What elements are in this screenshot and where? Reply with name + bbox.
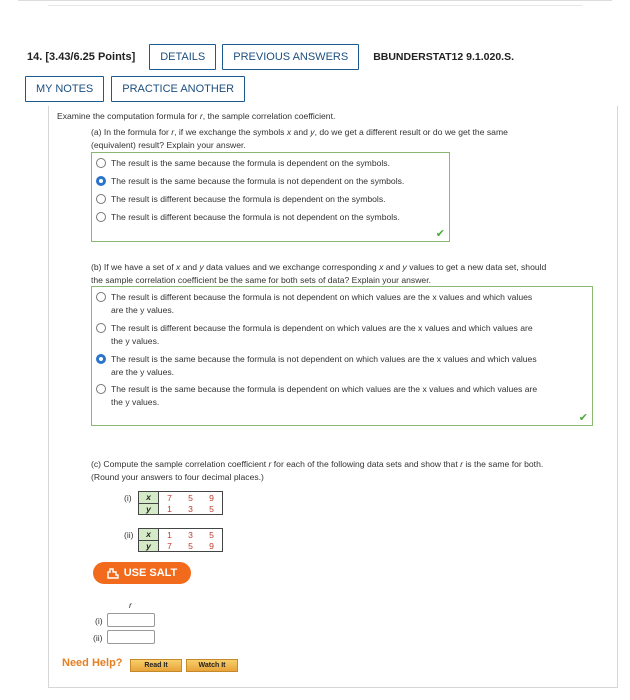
use-salt-label: USE SALT [123,567,178,579]
table-cell: 1 [167,503,172,514]
table-cell: 5 [209,529,214,540]
x-header: x [139,529,159,541]
table-cell: 3 [188,503,193,514]
table-cell: 7 [167,540,172,551]
part-b-option-1[interactable]: The result is different because the formula is not dependent on which values are the x values and which values are the y values. [96,291,532,316]
r-answer-ii-input[interactable] [107,630,155,644]
radio-button-selected[interactable] [96,176,106,186]
top-divider-inner [48,5,582,6]
table-cell: 9 [209,540,214,551]
read-it-button[interactable]: Read It [130,659,182,672]
part-a-option-1[interactable]: The result is the same because the formula is dependent on the symbols. [96,157,390,170]
x-header: x [139,492,159,504]
part-a-option-2[interactable]: The result is the same because the formula is not dependent on the symbols. [96,175,404,188]
radio-button[interactable] [96,323,106,333]
part-a-option-4[interactable]: The result is different because the formula is not dependent on the symbols. [96,211,400,224]
table-ii-label: (ii) [124,530,134,540]
input-i-label: (i) [95,616,103,626]
y-values [159,540,223,552]
part-b-answer-box [91,286,593,426]
part-b-option-3[interactable]: The result is the same because the formula is not dependent on which values are the x values and which values are the y values. [96,353,537,378]
table-cell: 9 [209,492,214,503]
previous-answers-button[interactable]: PREVIOUS ANSWERS [222,44,359,70]
y-values [159,503,223,515]
table-cell: 3 [188,529,193,540]
y-header: y [139,540,159,552]
data-table-i [138,491,223,515]
radio-button[interactable] [96,212,106,222]
question-actions [25,76,252,102]
my-notes-button[interactable]: MY NOTES [25,76,104,102]
correct-check-icon: ✔ [578,412,588,424]
part-a-prompt: (a) In the formula for r, if we exchange the symbols x and y, do we get a different result or do we get the same (equivalent) result? Explain your answer. [91,127,508,150]
x-values [159,529,223,541]
table-cell: 5 [188,540,193,551]
details-button[interactable]: DETAILS [149,44,216,70]
input-ii-label: (ii) [93,633,103,643]
table-i-label: (i) [124,493,132,503]
radio-button[interactable] [96,194,106,204]
part-c-prompt: (c) Compute the sample correlation coefficient r for each of the following data sets and show that r is the same for both. (Round your answers to four decimal places.) [91,459,544,482]
radio-button[interactable] [96,158,106,168]
part-a-answer-box [91,152,450,242]
part-a-option-3[interactable]: The result is different because the formula is dependent on the symbols. [96,193,386,206]
salt-logo-icon [107,568,119,579]
table-cell: 1 [167,529,172,540]
practice-another-button[interactable]: PRACTICE ANOTHER [111,76,245,102]
r-column-header: r [129,600,132,610]
question-number: 14. [3.43/6.25 Points] [27,51,136,63]
use-salt-button[interactable] [93,562,191,584]
need-help-label: Need Help? [62,657,123,669]
question-reference: BBUNDERSTAT12 9.1.020.S. [373,51,515,63]
data-table-ii [138,528,223,552]
radio-button-selected[interactable] [96,354,106,364]
r-answer-i-input[interactable] [107,613,155,627]
part-b-option-2[interactable]: The result is different because the formula is dependent on which values are the x values and which values are the y values. [96,322,533,347]
radio-button[interactable] [96,292,106,302]
correct-check-icon: ✔ [435,228,445,240]
part-b-prompt: (b) If we have a set of x and y data values and we exchange corresponding x and y values to get a new data set, should the sample correlation coefficient be the same for both sets of data? Explain your answer. [91,262,547,285]
table-cell: 7 [167,492,172,503]
x-values [159,492,223,504]
watch-it-button[interactable]: Watch It [186,659,238,672]
y-header: y [139,503,159,515]
table-cell: 5 [209,503,214,514]
table-cell: 5 [188,492,193,503]
top-divider [18,0,612,1]
question-header [27,44,514,70]
part-b-option-4[interactable]: The result is the same because the formula is dependent on which values are the x values and which values are the y values. [96,383,537,408]
question-intro: Examine the computation formula for r, the sample correlation coefficient. [57,111,336,121]
radio-button[interactable] [96,384,106,394]
